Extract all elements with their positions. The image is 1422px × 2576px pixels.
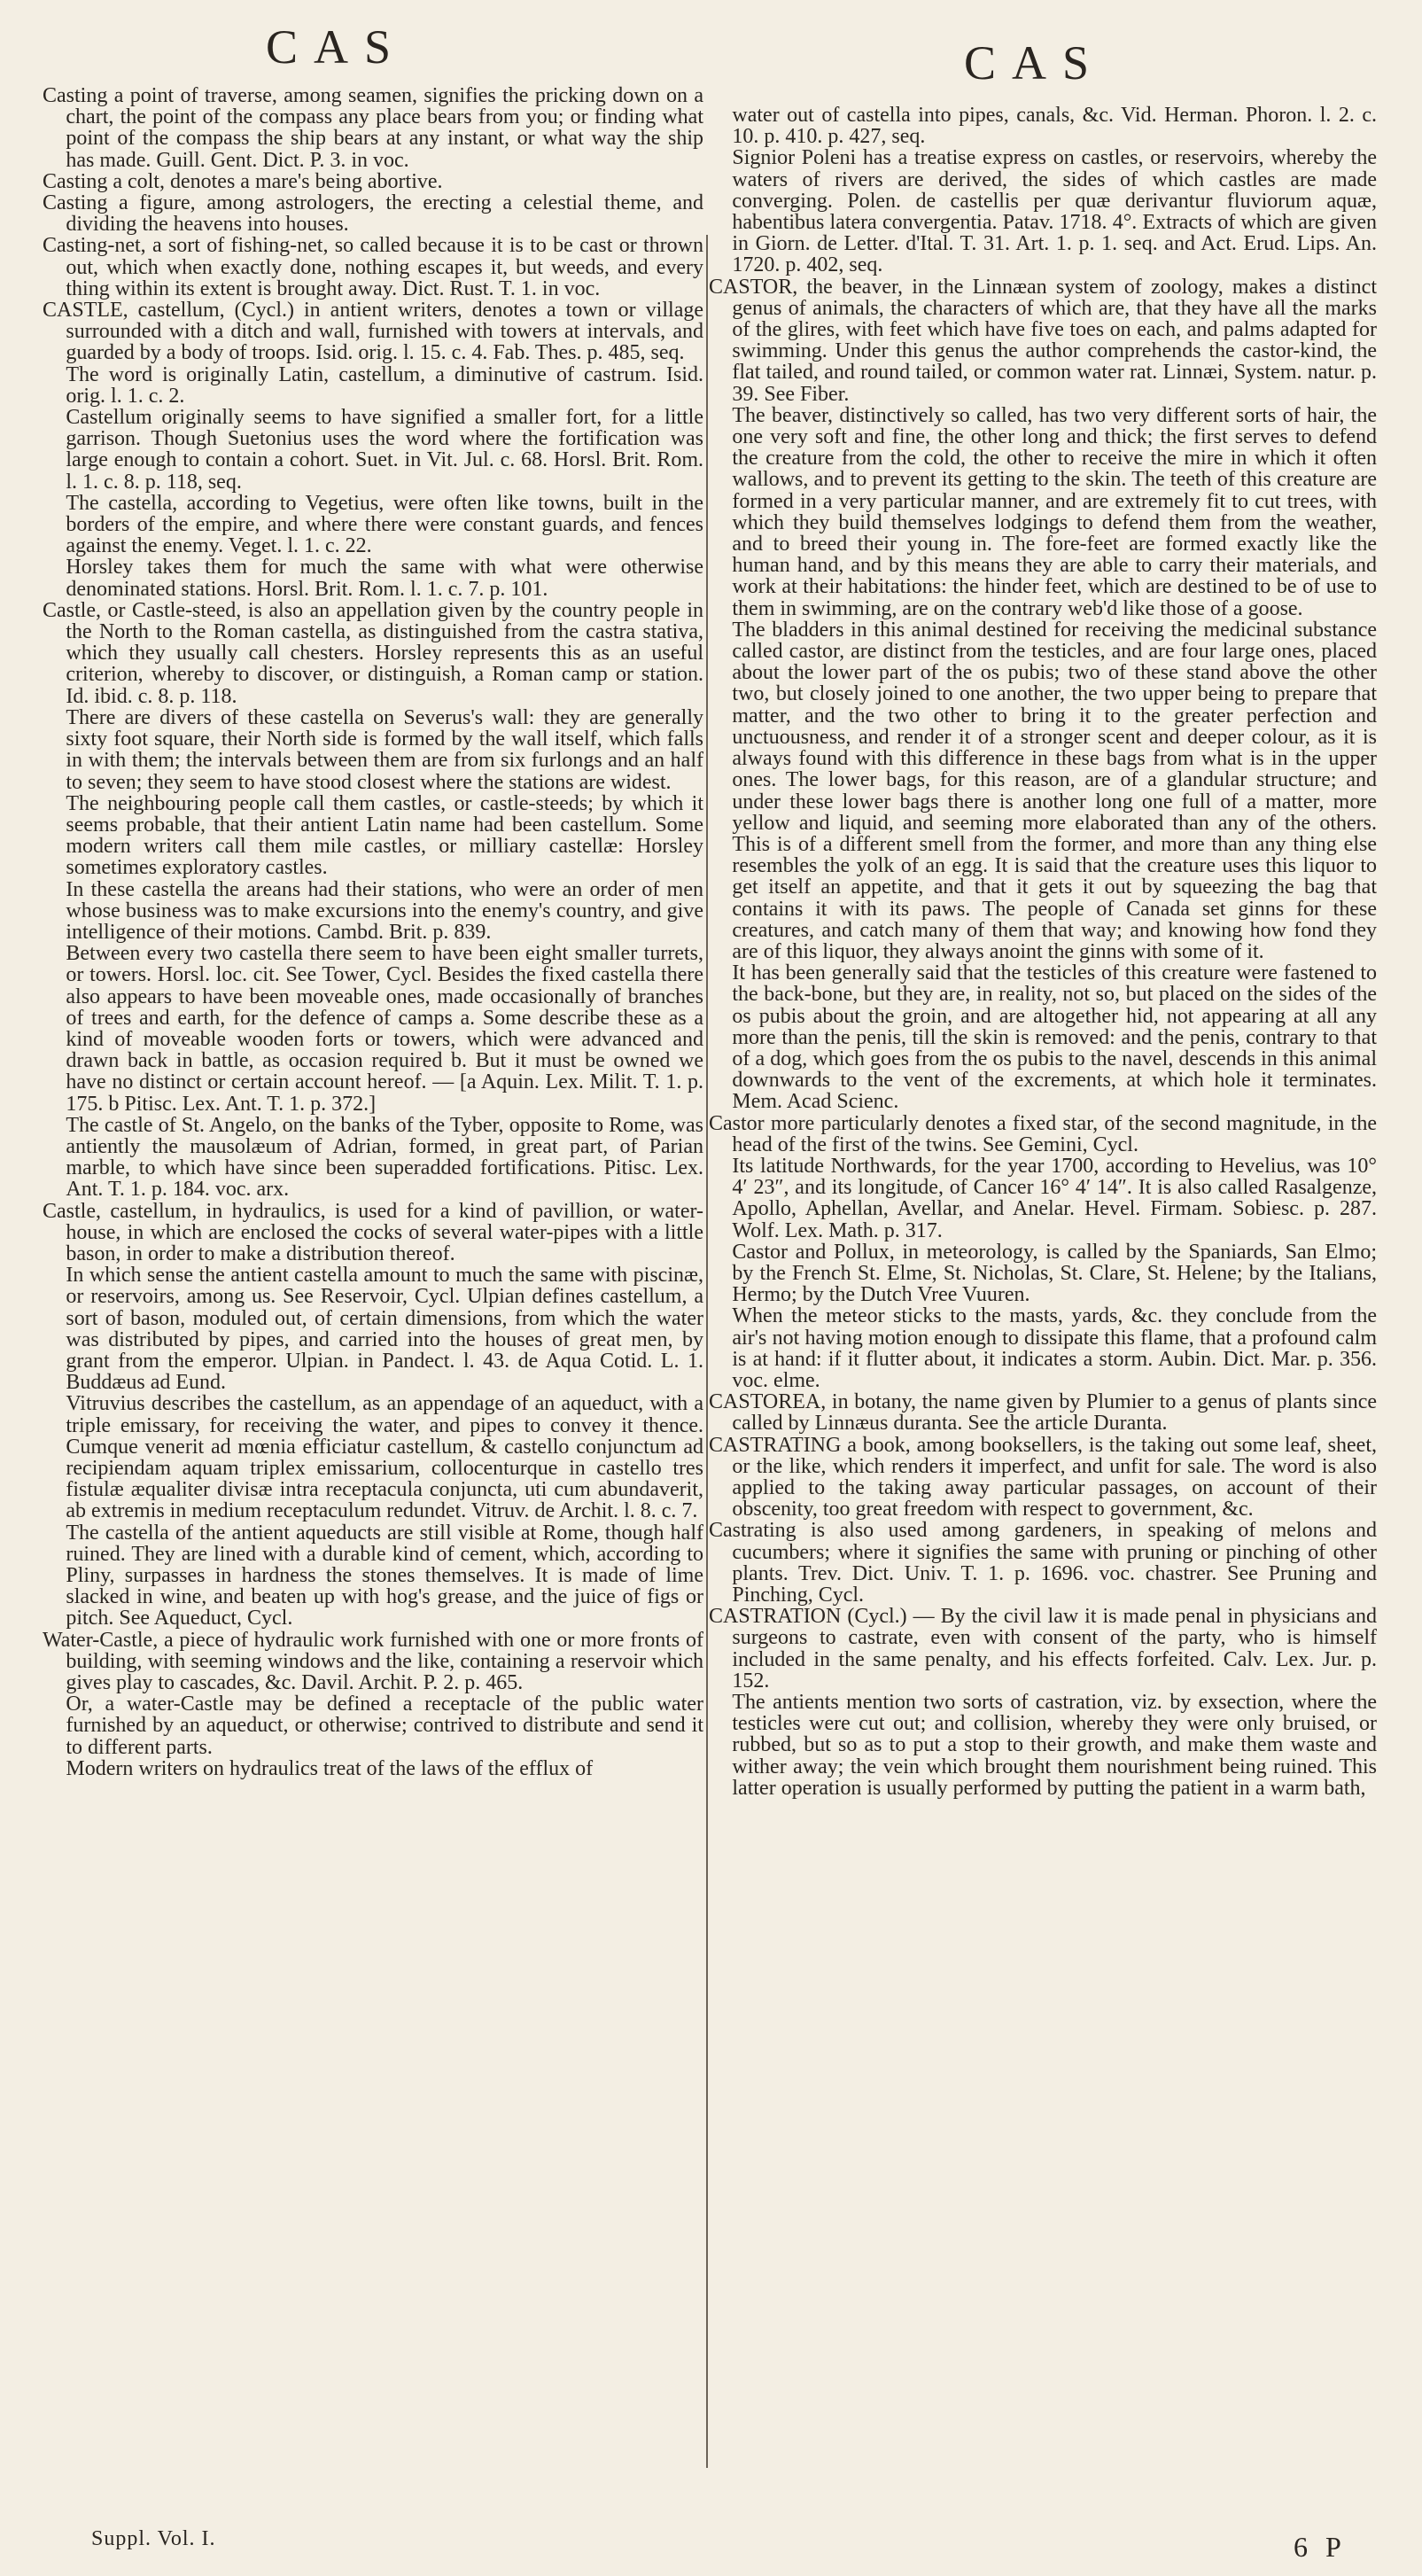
entry-paragraph: Castor more particularly denotes a fixed star, of the second magnitude, in the head of the first of the twins. See Gemini, Cycl. <box>709 1111 1377 1156</box>
entry-paragraph: The bladders in this animal destined for receiving the medicinal substance called castor, are distinct from the testicles, and are four large ones, placed about the lower part of the os pubis; two of these stand above the other two, but closely joined to one another, the two upper being to prepare that matter, and the two other to bring it to the greater perfection and unctuousness, and render it of a stronger scent and deeper colour, as it is always found with this difference in these bags from what is in the upper ones. The lower bags, for this reason, are of a glandular structure; and under these lower bags there is another long one full of a matter, more yellow and liquid, and seeming more elaborated than any of the others. This is of a different smell from the former, and more than any thing else resembles the yolk of an egg. It is said that the creature uses this liquor to get itself an appetite, and that it gets it out by squeezing the bag that contains it with its paws. The people of Canada set ginns for these creatures, and catch many of them that way; and knowing how fond they are of this liquor, they always anoint the ginns with some of it. <box>732 618 1377 963</box>
entry-paragraph: Castellum originally seems to have signified a smaller fort, for a little garrison. Though Suetonius uses the word where the fortification was large enough to contain a cohort. Suet. in Vit. Jul. c. 68. Horsl. Brit. Rom. l. 1. c. 8. p. 118, seq. <box>66 406 703 494</box>
volume-signature: Suppl. Vol. I. <box>91 2527 216 2550</box>
entry-paragraph: Castle, castellum, in hydraulics, is used for a kind of pavillion, or water-house, in which are enclosed the cocks of several water-pipes with a little bason, in order to make a distribution thereof. <box>43 1199 703 1265</box>
entry-paragraph: Castle, or Castle-steed, is also an appellation given by the country people in the North to the Roman castella, as distinguished from the castra stativa, which they usually call chesters. Horsley represents this as an useful criterion, whereby to discover, or distinguish, a Roman camp or station. Id. ibid. c. 8. p. 118. <box>43 598 703 708</box>
entry-paragraph: Casting a point of traverse, among seamen, signifies the pricking down on a chart, the point of the compass any place bears from you; or finding what point of the compass the ship bears at any instant, or what way the ship has made. Guill. Gent. Dict. P. 3. in voc. <box>43 84 703 172</box>
entry-paragraph: Modern writers on hydraulics treat of the laws of the efflux of <box>66 1756 594 1780</box>
entry-paragraph: CASTLE, castellum, (Cycl.) in antient writers, denotes a town or village surrounded with a ditch and wall, furnished with towers at intervals, and guarded by a body of troops. Isid. orig. l. 15. c. 4. Fab. Thes. p. 485, seq. <box>43 299 703 365</box>
entry-paragraph: When the meteor sticks to the masts, yards, &c. they conclude from the air's not having motion enough to dissipate this flame, that a profound calm is at hand: if it flutter about, it indicates a storm. Aubin. Dict. Mar. p. 356. voc. elme. <box>732 1304 1377 1392</box>
entry-paragraph: The castle of St. Angelo, on the banks of the Tyber, opposite to Rome, was antiently the mausolæum of Adrian, formed, in great part, of Parian marble, to which have since been superadded fortifications. Pitisc. Lex. Ant. T. 1. p. 184. voc. arx. <box>66 1113 703 1202</box>
entry-paragraph: Water-Castle, a piece of hydraulic work furnished with one or more fronts of building, with seeming windows and the like, containing a reservoir which gives play to cascades, &c. Davil. Archit. P. 2. p. 465. <box>43 1628 703 1695</box>
entry-paragraph: Horsley takes them for much the same with what were otherwise denominated stations. Horsl. Brit. Rom. l. 1. c. 7. p. 101. <box>66 556 703 601</box>
entry-paragraph: Signior Poleni has a treatise express on castles, or reservoirs, whereby the waters of rivers are derived, the sides of which castles are made converging. Polen. de castellis per quæ derivantur fluviorum aquæ, habentibus latera convergentia. Patav. 1718. 4°. Extracts of which are given in Giorn. de Letter. d'Ital. T. 31. Art. 1. p. 1. seq. and Act. Erud. Lips. An. 1720. p. 402, seq. <box>732 146 1377 277</box>
entry-paragraph: The neighbouring people call them castles, or castle-steeds; by which it seems probable, that their antient Latin name had been castellum. Some modern writers call them mile castles, or milliary castellæ: Horsley sometimes exploratory castles. <box>66 791 703 880</box>
entry-paragraph: Or, a water-Castle may be defined a receptacle of the public water furnished by an aqueduct, or otherwise; contrived to distribute and send it to different parts. <box>66 1693 703 1759</box>
entry-paragraph: CASTRATING a book, among booksellers, is the taking out some leaf, sheet, or the like, which renders it imperfect, and unfit for sale. The word is also applied to the taking away particular passages, on account of their obscenity, too great freedom with respect to government, &c. <box>709 1433 1377 1521</box>
entry-paragraph: Between every two castella there seem to have been eight smaller turrets, or towers. Horsl. loc. cit. See Tower, Cycl. Besides the fixed castella there also appears to have been moveable ones, made occasionally of branches of trees and earth, for the defence of camps a. Some describe these as a kind of moveable wooden forts or towers, which were advanced and drawn back in battle, as occasion required b. But it must be owned we have no distinct or certain account hereof. — [a Aquin. Lex. Milit. T. 1. p. 175. b Pitisc. Lex. Ant. T. 1. p. 372.] <box>66 942 703 1116</box>
right-column <box>709 105 1377 1799</box>
entry-paragraph: water out of castella into pipes, canals, &c. Vid. Herman. Phoron. l. 2. c. 10. p. 410. p. 427, seq. <box>732 104 1377 149</box>
entry-paragraph: Castrating is also used among gardeners, in speaking of melons and cucumbers; where it signifies the same with pruning or pinching of other plants. Trev. Dict. Univ. T. 1. p. 1696. voc. chastrer. See Pruning and Pinching, Cycl. <box>709 1519 1377 1607</box>
entry-paragraph: In these castella the areans had their stations, who were an order of men whose business was to make excursions into the enemy's country, and give intelligence of their motions. Cambd. Brit. p. 839. <box>66 877 703 944</box>
left-column <box>43 85 703 1779</box>
entry-paragraph: The antients mention two sorts of castration, viz. by exsection, where the testicles were cut out; and collision, whereby they were only bruised, or rubbed, but so as to put a stop to their growth, and make them waste and wither away; the vein which brought them nourishment being ruined. This latter operation is usually performed by putting the patient in a warm bath, <box>732 1691 1377 1800</box>
entry-paragraph: There are divers of these castella on Severus's wall: they are generally sixty foot square, their North side is formed by the wall itself, which falls in with them; the intervals between them are from six furlongs and an half to seven; they seem to have stood closest where the stations are widest. <box>66 705 703 794</box>
sheet-signature: 6 P <box>1294 2531 1347 2563</box>
entry-paragraph: The castella, according to Vegetius, were often like towns, built in the borders of the empire, and where there were constant guards, and fences against the enemy. Veget. l. 1. c. 22. <box>66 491 703 558</box>
entry-paragraph: Casting-net, a sort of fishing-net, so called because it is to be cast or thrown out, which when exactly done, nothing escapes it, but weeds, and every thing within its extent is brought away. Dict. Rust. T. 1. in voc. <box>43 234 703 300</box>
entry-paragraph: CASTRATION (Cycl.) — By the civil law it is made penal in physicians and surgeons to castrate, even with consent of the party, who is himself included in the same penalty, and his effects forfeited. Calv. Lex. Jur. p. 152. <box>709 1605 1377 1693</box>
entry-paragraph: Its latitude Northwards, for the year 1700, according to Hevelius, was 10° 4′ 23″, and its longitude, of Cancer 16° 4′ 14″. It is also called Rasalgenze, Apollo, Aphellan, Avellar, and Anelar. Hevel. Firmam. Sobiesc. p. 287. Wolf. Lex. Math. p. 317. <box>732 1154 1377 1242</box>
running-head-right: CAS <box>964 36 1106 89</box>
entry-paragraph: Castor and Pollux, in meteorology, is called by the Spaniards, San Elmo; by the French St. Elme, St. Nicholas, St. Clare, St. Helene; by the Italians, Hermo; by the Dutch Vree Vuuren. <box>732 1240 1377 1307</box>
entry-paragraph: In which sense the antient castella amount to much the same with piscinæ, or reservoirs, among us. See Reservoir, Cycl. Ulpian defines castellum, a sort of bason, moduled out, of certain dimensions, from which the water was distributed by pipes, and carried into the houses of great men, by grant from the emperor. Ulpian. in Pandect. l. 43. de Aqua Cotid. L. 1. Buddæus ad Eund. <box>66 1264 703 1395</box>
entry-paragraph: The beaver, distinctively so called, has two very different sorts of hair, the one very soft and fine, the other long and thick; the first serves to defend the creature from the cold, the other to receive the mire in which it often wallows, and to prevent its getting to the skin. The teeth of this creature are formed in a very particular manner, and are extremely fit to cut trees, with which they build themselves lodgings to defend them from the weather, and to breed their young in. The fore-feet are formed exactly like the human hand, and by this means they are able to carry their materials, and work at their habitations: the hinder feet, which are destined to be of use to them in swimming, are on the contrary web'd like those of a goose. <box>732 403 1377 620</box>
entry-paragraph: Vitruvius describes the castellum, as an appendage of an aqueduct, with a triple emissary, for receiving the water, and pipes to convey it thence. Cumque venerit ad mœnia efficiatur castellum, & castello conjunctum ad recipiendam aquam triplex emissarium, collocenturque in castello tres fistulæ æqualiter divisæ intra receptacula conjuncta, uti cum abundaverit, ab extremis in medium receptaculum redundet. Vitruv. de Archit. l. 8. c. 7. <box>66 1392 703 1523</box>
entry-paragraph: It has been generally said that the testicles of this creature were fastened to the back-bone, but they are, in reality, not so, but placed on the sides of the os pubis about the groin, and are altogether hid, not appearing at all any more than the penis, till the skin is removed: and the penis, contrary to that of a dog, which goes from the os pubis to the navel, descends in this animal downwards to the vent of the excrements, at which hole it terminates. Mem. Acad Scienc. <box>732 961 1377 1114</box>
column-rule <box>706 235 708 2468</box>
entry-paragraph: CASTOREA, in botany, the name given by Plumier to a genus of plants since called by Linnæus duranta. See the article Duranta. <box>709 1390 1377 1436</box>
entry-paragraph: Casting a colt, denotes a mare's being abortive. <box>43 169 443 193</box>
entry-paragraph: Casting a figure, among astrologers, the erecting a celestial theme, and dividing the heavens into houses. <box>43 191 703 237</box>
entry-paragraph: The castella of the antient aqueducts are still visible at Rome, though half ruined. They are lined with a durable kind of cement, which, according to Pliny, surpasses in hardness the stones themselves. It is made of lime slacked in wine, and beaten up with hog's grease, and the juice of figs or pitch. See Aqueduct, Cycl. <box>66 1521 703 1630</box>
running-head-left: CAS <box>266 20 408 74</box>
entry-paragraph: CASTOR, the beaver, in the Linnæan system of zoology, makes a distinct genus of animals, the characters of which are, that they have all the marks of the glires, with feet which have five toes on each, and palms adapted for swimming. Under this genus the author comprehends the castor-kind, the flat tailed, and round tailed, or common water rat. Linnæi, System. natur. p. 39. See Fiber. <box>709 275 1377 406</box>
entry-paragraph: The word is originally Latin, castellum, a diminutive of castrum. Isid. orig. l. 1. c. 2. <box>66 362 703 408</box>
